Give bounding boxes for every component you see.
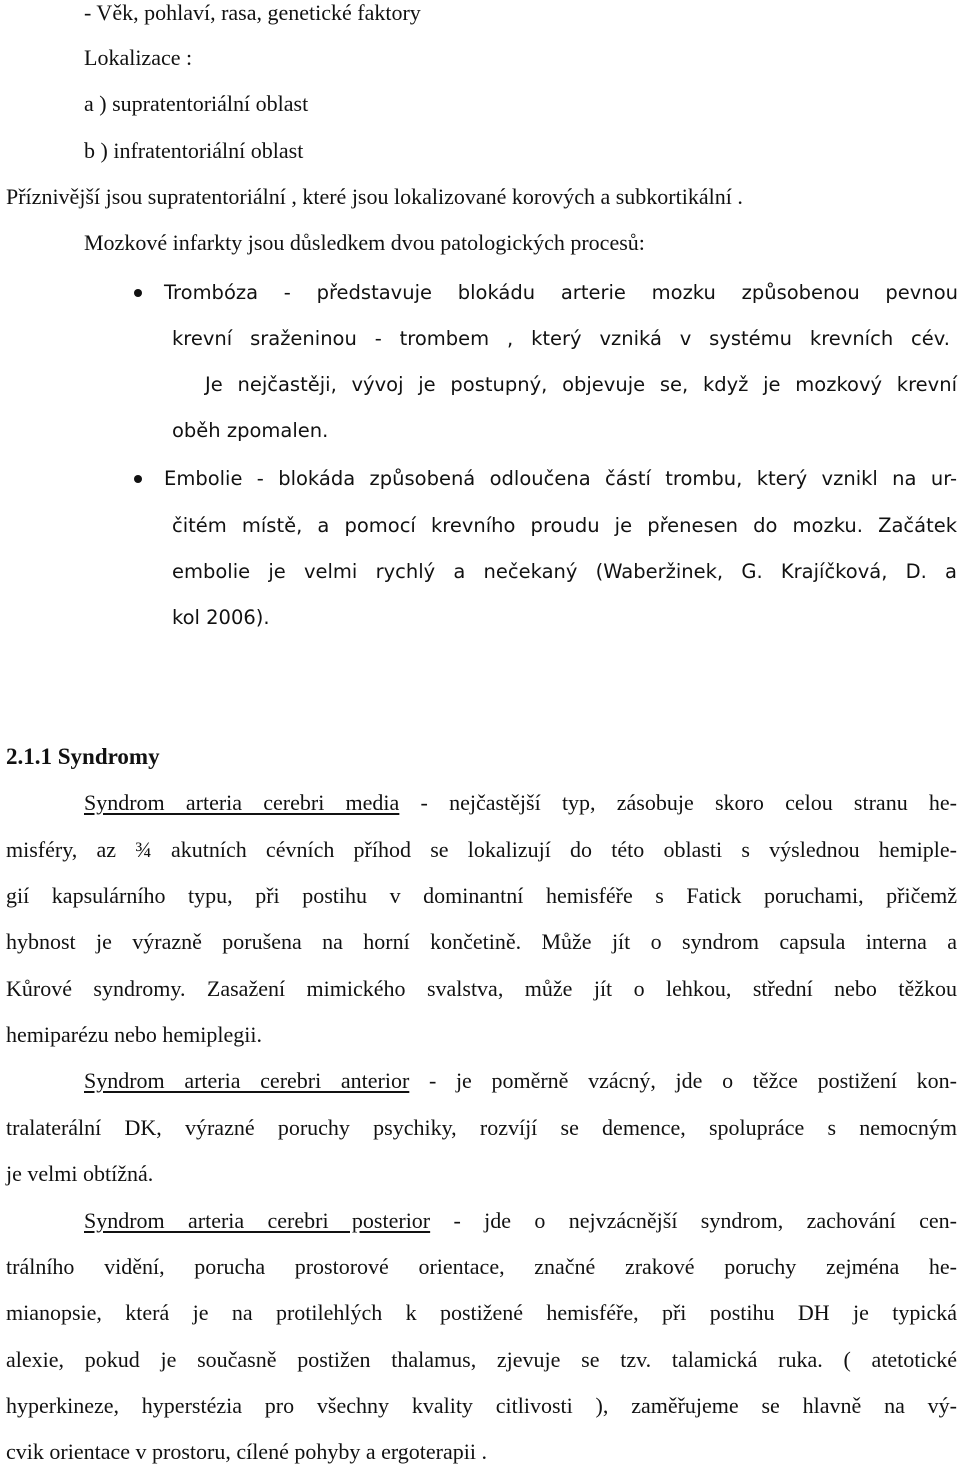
paragraph-2-line-1 [84, 1068, 957, 1094]
bullet-dot-2 [134, 475, 142, 483]
paragraph-3-line-5: hyperkineze, hyperstézia pro všechny kvality citlivosti ), zaměřujeme se hlavně na vý- [6, 1393, 957, 1418]
term-anterior: Syndrom arteria cerebri anterior [84, 1068, 410, 1093]
intro-line-1: - Věk, pohlaví, rasa, genetické faktory [84, 0, 421, 25]
paragraph-1-text-1: - nejčastější typ, zásobuje skoro celou stranu he- [399, 790, 957, 815]
paragraph-1-line-6: hemiparézu nebo hemiplegii. [6, 1022, 262, 1047]
paragraph-3-line-1 [84, 1208, 957, 1234]
bullet-2-line-1: Embolie - blokáda způsobená odloučena částí trombu, který vznikl na ur- [164, 467, 957, 490]
bullet-2-line-3: embolie je velmi rychlý a nečekaný (Waberžinek, G. Krajíčková, D. a [172, 560, 957, 583]
paragraph-3-line-4: alexie, pokud je současně postižen thalamus, zjevuje se tzv. talamická ruka. ( atetotické [6, 1347, 957, 1372]
paragraph-1-line-2: misféry, az ¾ akutních cévních příhod se lokalizují do této oblasti s výslednou hemiple- [6, 837, 957, 862]
paragraph-3-line-6: cvik orientace v prostoru, cílené pohyby a ergoterapii . [6, 1439, 487, 1464]
intro-line-4: b ) infratentoriální oblast [84, 138, 304, 163]
paragraph-1-line-5: Kůrové syndromy. Zasažení mimického svalstva, může jít o lehkou, střední nebo těžkou [6, 976, 957, 1001]
intro-line-5: Příznivější jsou supratentoriální , které jsou lokalizované korových a subkortikální . [6, 184, 743, 209]
intro-line-6: Mozkové infarkty jsou důsledkem dvou patologických procesů: [84, 230, 645, 255]
paragraph-3-text-1: - jde o nejvzácnější syndrom, zachování cen- [430, 1208, 957, 1233]
paragraph-2-text-1: - je poměrně vzácný, jde o těžce postižení kon- [409, 1068, 957, 1093]
bullet-2-line-2: čitém místě, a pomocí krevního proudu je přenesen do mozku. Začátek [172, 514, 957, 537]
paragraph-2-line-2: tralaterální DK, výrazné poruchy psychiky, rozvíjí se demence, spolupráce s nemocným [6, 1115, 957, 1140]
paragraph-1-line-3: gií kapsulárního typu, při postihu v dominantní hemisféře s Fatick poruchami, přičemž [6, 883, 957, 908]
term-posterior: Syndrom arteria cerebri posterior [84, 1208, 431, 1233]
paragraph-3-line-2: trálního vidění, porucha prostorové orientace, značné zrakové poruchy zejména he- [6, 1254, 957, 1279]
term-media: Syndrom arteria cerebri media [84, 790, 400, 815]
intro-line-3: a ) supratentoriální oblast [84, 91, 309, 116]
bullet-1-line-3: Je nejčastěji, vývoj je postupný, objevuje se, když je mozkový krevní [205, 373, 957, 396]
bullet-2-line-4: kol 2006). [172, 606, 270, 629]
bullet-1-line-1: Trombóza - představuje blokádu arterie mozku způsobenou pevnou [164, 281, 958, 304]
paragraph-3-line-3: mianopsie, která je na protilehlých k postižené hemisféře, při postihu DH je typická [6, 1300, 957, 1325]
paragraph-2-line-3: je velmi obtížná. [6, 1161, 154, 1186]
intro-line-2: Lokalizace : [84, 45, 193, 70]
paragraph-1-line-4: hybnost je výrazně porušena na horní končetině. Může jít o syndrom capsula interna a [6, 929, 957, 954]
section-heading: 2.1.1 Syndromy [6, 744, 160, 769]
bullet-1-line-4: oběh zpomalen. [172, 419, 329, 442]
bullet-dot-1 [134, 289, 142, 297]
paragraph-1-line-1 [84, 790, 957, 816]
bullet-1-line-2: krevní sraženinou - trombem , který vzniká v systému krevních cév. [172, 327, 950, 350]
